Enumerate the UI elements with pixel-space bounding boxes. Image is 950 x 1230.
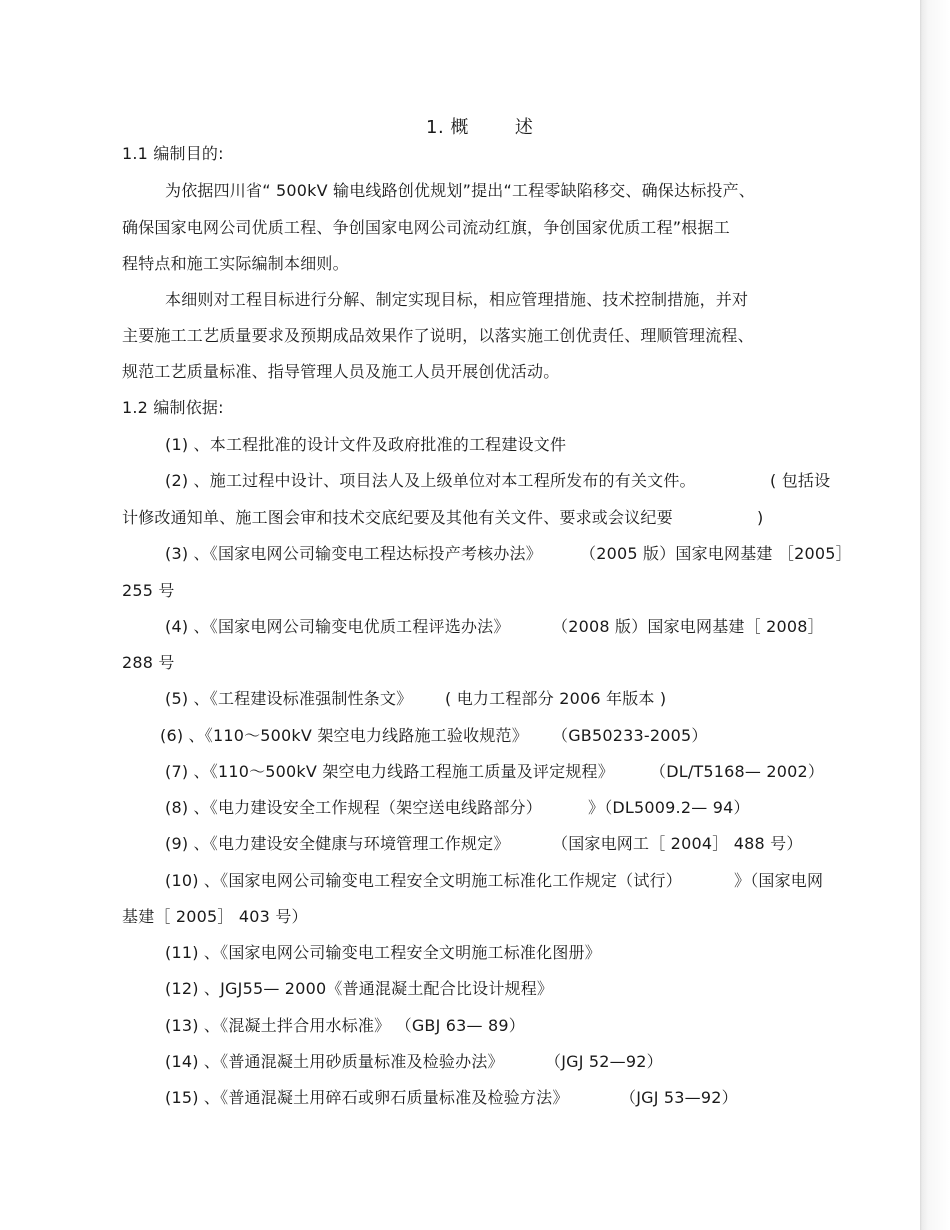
section-title [426,118,533,138]
basis-item-5-text: (5) 、《工程建设标准强制性条文》 [165,689,413,708]
basis-item-2-continuation: 计修改通知单、施工图会审和技术交底纪要及其他有关文件、要求或会议纪要 [122,508,673,527]
basis-item-9-ref: （国家电网工［ 2004］ 488 号） [552,834,803,853]
paragraph-purpose-line-3: 程特点和施工实际编制本细则。 [122,254,349,273]
basis-item-7-ref: （DL/T5168— 2002） [650,762,825,781]
paragraph-scope-line-3: 规范工艺质量标准、指导管理人员及施工人员开展创优活动。 [122,362,560,381]
basis-item-12: (12) 、JGJ55— 2000《普通混凝土配合比设计规程》 [165,979,554,998]
basis-item-6-text: (6) 、《110～500kV 架空电力线路施工验收规范》 [160,726,528,745]
basis-item-4-text: (4) 、《国家电网公司输变电优质工程评选办法》 [165,617,510,636]
paragraph-purpose-line-2: 确保国家电网公司优质工程、争创国家电网公司流动红旗，争创国家优质工程”根据工 [122,218,730,237]
basis-item-15-text: (15) 、《普通混凝土用碎石或卵石质量标准及检验方法》 [165,1088,569,1107]
basis-item-3-text: (3) 、《国家电网公司输变电工程达标投产考核办法》 [165,544,542,563]
basis-item-15-ref: （JGJ 53—92） [620,1088,738,1107]
basis-item-1: (1) 、本工程批准的设计文件及政府批准的工程建设文件 [165,435,567,454]
basis-item-14-ref: （JGJ 52—92） [545,1052,663,1071]
basis-item-2-paren-open: ( 包括设 [770,471,831,490]
basis-item-9-text: (9) 、《电力建设安全健康与环境管理工作规定》 [165,834,510,853]
paragraph-scope-line-1: 本细则对工程目标进行分解、制定实现目标，相应管理措施、技术控制措施，并对 [165,290,749,309]
basis-item-13: (13) 、《混凝土拌合用水标准》 （GBJ 63— 89） [165,1016,526,1035]
subsection-heading-basis: 1.2 编制依据: [122,398,224,417]
page-edge-shadow [920,0,950,1230]
basis-item-5-ref: ( 电力工程部分 2006 年版本 ) [445,689,667,708]
basis-item-10-text: (10) 、《国家电网公司输变电工程安全文明施工标准化工作规定（试行） [165,871,682,890]
basis-item-7-text: (7) 、《110～500kV 架空电力线路工程施工质量及评定规程》 [165,762,614,781]
basis-item-6-ref: （GB50233-2005） [552,726,708,745]
basis-item-10-continuation: 基建［ 2005］ 403 号） [122,907,308,926]
basis-item-2-text: (2) 、施工过程中设计、项目法人及上级单位对本工程所发布的有关文件。 [165,471,696,490]
paragraph-scope-line-2: 主要施工工艺质量要求及预期成品效果作了说明，以落实施工创优责任、理顺管理流程、 [122,326,754,345]
basis-item-3-ref: （2005 版）国家电网基建 ［2005］ [580,544,852,563]
basis-item-8-ref: 》（DL5009.2— 94） [588,798,750,817]
section-title-word: 述 [514,117,534,138]
basis-item-10-ref: 》（国家电网 [734,871,824,890]
basis-item-3-continuation: 255 号 [122,581,175,600]
paragraph-purpose-line-1: 为依据四川省“ 500kV 输电线路创优规划”提出“工程零缺陷移交、确保达标投产、 [165,181,755,200]
basis-item-2-paren-close: ) [757,508,764,527]
basis-item-4-continuation: 288 号 [122,653,175,672]
basis-item-11: (11) 、《国家电网公司输变电工程安全文明施工标准化图册》 [165,943,601,962]
basis-item-14-text: (14) 、《普通混凝土用砂质量标准及检验办法》 [165,1052,504,1071]
basis-item-8-text: (8) 、《电力建设安全工作规程（架空送电线路部分） [165,798,542,817]
subsection-heading-purpose: 1.1 编制目的: [122,144,224,163]
section-title-number: 1. 概 [426,117,469,138]
basis-item-4-ref: （2008 版）国家电网基建［ 2008］ [552,617,824,636]
